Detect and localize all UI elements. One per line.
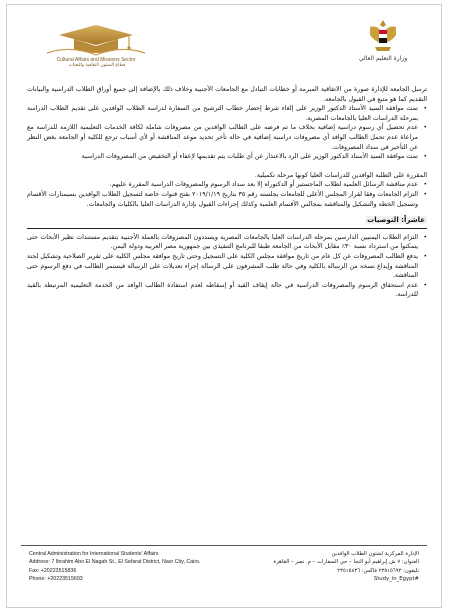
recommendation-item bbox=[27, 233, 427, 252]
recommendation-text: التزام الطلاب اليمنيين الدارسين بمرحلة الدراسات العليا بالجامعات المصرية ويسددون المصروفات بالعملة الأجنبية بتقديم مستندات نظير الأبحاث حتى يتمكنوا من استرداد نسبة ٣٠٪ مقابل الأبحاث من الجامعة طبقا للبرنامج التنفيذي بين جمهورية مصر العربية ودولة اليمن. bbox=[27, 233, 418, 251]
bullet-icon: • bbox=[423, 281, 427, 289]
intro-paragraph: ترسل الجامعة للإدارة صورة من الاتفاقية المبرمة أو خطابات التبادل مع الجامعات الأجنبية وخلاف ذلك بالإضافة إلى جميع أوراق الطلاب الدراسية والبيانات التقديم كما هو متبع في القبول بالجامعة. bbox=[27, 86, 427, 103]
ministry-name: وزارة التعليم العالي bbox=[358, 55, 408, 62]
footer-en-org: Central Administration for International Students' Affairs bbox=[29, 551, 159, 557]
section-heading bbox=[27, 215, 427, 229]
bullet-icon: • bbox=[423, 153, 427, 161]
recommendation-text: يدفع الطالب المصروفات عن كل عام من تاريخ موافقة مجلس الكلية على التسجيل وحتى تاريخ موافقة مجلس الكلية على تقرير الصلاحية وتشكيل لجنة المناقشة وإيداع نسخة من الرسالة بالكلية وفي حالة طلب المشرفون على الرسالة إجراء تعديلات على الرسالة فيستمر الطالب في دفع الرسوم حتى المناقشة. bbox=[27, 252, 418, 280]
list-item bbox=[27, 104, 427, 123]
bullet-icon: • bbox=[423, 252, 427, 260]
bullet-icon: • bbox=[423, 233, 427, 241]
document-page bbox=[6, 4, 442, 608]
footer-hashtag: #Study_in_Egypt bbox=[373, 576, 419, 583]
continuation-paragraph: المقررة على الطلبة الوافدين للدراسات العليا كونها مرحلة تكميلية. bbox=[254, 171, 427, 179]
footer-contact-arabic bbox=[219, 550, 419, 584]
list-item bbox=[27, 180, 427, 190]
footer-en-phone: Phone: +20223515693 bbox=[29, 576, 83, 583]
bullet-icon: • bbox=[423, 190, 427, 198]
left-logo-subtext: قطاع الشئون الثقافية والبعثات bbox=[68, 63, 126, 68]
footer-contact-english bbox=[29, 550, 229, 584]
list-item bbox=[27, 123, 427, 152]
recommendation-text: عدم استحقاق الرسوم والمصروفات الدراسية في حالة إيقاف القيد أو إسقاطه لعدم استفادة الطالب الوافد من الخدمة التعليمية المرتبطة بالقيد للدراسة. bbox=[27, 281, 418, 299]
letterhead bbox=[7, 5, 441, 83]
footer-en-address: Address: 7 Ibrahim Abo El Nagah St., El Sefarat District, Nasr City, Cairo. bbox=[29, 559, 201, 566]
footer-ar-phone: تليفون: ٢٣٥١٥٦٩٣ فاكس: ٢٣٥١٥٨٣٦ bbox=[337, 567, 419, 574]
ministry-logo bbox=[343, 17, 423, 69]
left-logo-text: Cultural Affairs and Missions Sector bbox=[56, 57, 136, 63]
bullet-icon: • bbox=[423, 181, 427, 189]
eagle-emblem-icon bbox=[365, 17, 401, 55]
graduation-cap-logo-icon bbox=[41, 19, 151, 63]
list-item-text: تمت موافقة السيد الأستاذ الدكتور الوزير على الرد بالاعتذار عن أي طلبات يتم تقديمها لإعفاء أو التخفيض من المصروفات الدراسية bbox=[81, 153, 418, 161]
list-item bbox=[27, 190, 427, 209]
list-item-text: عدم تحصيل أي رسوم دراسية إضافية بخلاف ما تم فرضه على الطالب الوافدين من مصروفات شاملة لكافة الخدمات التعليمية اللازمة للدراسة مع مراعاة عدم تحمل الطالب الوافد أي مصروفات دراسية إضافية في حالة تأخر تحديد موعد المناقشة أو لأي أسباب ترجع للكلية أو الجامعة بغض النظر عن التأخير في سداد المصروفات. bbox=[27, 124, 418, 151]
footer-divider bbox=[21, 545, 427, 546]
list-item-text: عدم مناقشة الرسائل العلمية لطلاب الماجستير أو الدكتوراه إلا بعد سداد الرسوم والمصروفات الدراسية المقررة عليهم. bbox=[109, 181, 418, 189]
list-item-text: تمت موافقة السيد الأستاذ الدكتور الوزير على إلغاء شرط إحضار خطاب الترشيح من السفارة لدراسة الطلاب الوافدين على تقديم الطلاب الدراسة بمرحلة الدراسات العليا بالجامعات المصرية. bbox=[27, 105, 418, 122]
footer-en-fax: Fax: +20223515836 bbox=[29, 567, 77, 574]
recommendation-item bbox=[27, 252, 427, 281]
bullet-icon: • bbox=[423, 105, 427, 113]
footer-ar-address: العنوان: ٧ ش إبراهيم أبو النجا – حي السفارات – م. نصر – القاهرة bbox=[273, 559, 419, 566]
recommendation-item bbox=[27, 281, 427, 300]
letter-body bbox=[27, 85, 427, 300]
list-item bbox=[27, 152, 427, 162]
list-item-text: التزام الجامعات وفقا لقرار المجلس الأعلى للجامعات بجلسته رقم ٣٥ بتاريخ ٢٠١٩/١/١٩ بفتح قنوات خاصة لتسجيل الطلاب الوافدين بسيمنارات الأقسام وتسجيل الخطة والتشكيل والمناقشة بمجالس الأقسام العلمية وكذلك إجراءات القبول بإدارة الدراسات العليا بالكليات والجامعات. bbox=[27, 190, 418, 208]
bullet-icon: • bbox=[423, 124, 427, 132]
cultural-affairs-logo bbox=[41, 19, 151, 77]
letter-footer bbox=[7, 545, 441, 609]
section-title: عاشراً: التوصيات bbox=[367, 216, 425, 225]
footer-ar-org: الإدارة المركزية لشئون الطلاب الوافدين bbox=[331, 551, 419, 557]
